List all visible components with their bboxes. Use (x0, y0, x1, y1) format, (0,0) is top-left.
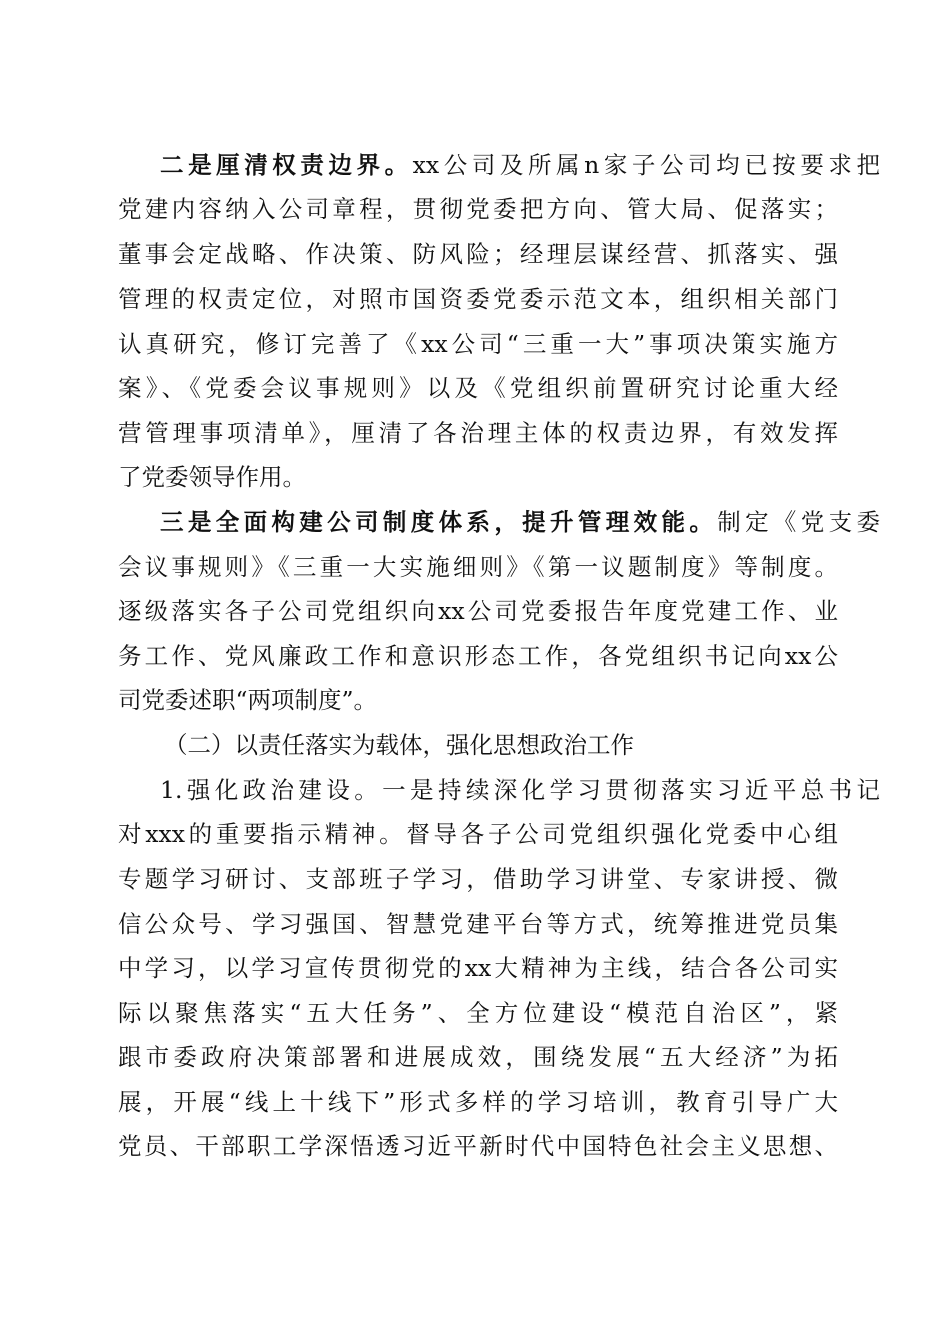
paragraph-line: 际以聚焦落实“五大任务”、全方位建设“模范自治区”，紧 (118, 999, 838, 1027)
paragraph-line: 了党委领导作用。 (118, 463, 306, 491)
paragraph-line: 管理的权责定位，对照市国资委党委示范文本，组织相关部门 (118, 285, 838, 313)
paragraph-lead: 二是厘清权责边界。 (160, 151, 413, 179)
paragraph-line (160, 500, 880, 544)
paragraph-line: 中学习，以学习宣传贯彻党的xx大精神为主线，结合各公司实 (118, 954, 838, 982)
paragraph-line: 逐级落实各子公司党组织向xx公司党委报告年度党建工作、业 (118, 597, 838, 625)
paragraph-line: 展，开展“线上十线下”形式多样的学习培训，教育引导广大 (118, 1088, 838, 1116)
paragraph-lead: 三是全面构建公司制度体系，提升管理效能。 (160, 508, 718, 536)
paragraph-line: 案》、《党委会议事规则》以及《党组织前置研究讨论重大经 (118, 374, 838, 402)
paragraph-line: 信公众号、学习强国、智慧党建平台等方式，统筹推进党员集 (118, 910, 838, 938)
paragraph-line: 党员、干部职工学深悟透习近平新时代中国特色社会主义思想、 (118, 1132, 838, 1160)
paragraph-line (160, 143, 880, 187)
paragraph-line: 专题学习研讨、支部班子学习，借助学习讲堂、专家讲授、微 (118, 865, 838, 893)
paragraph-line: 务工作、党风廉政工作和意识形态工作，各党组织书记向xx公 (118, 642, 838, 670)
paragraph-line: 跟市委政府决策部署和进展成效，围绕发展“五大经济”为拓 (118, 1043, 838, 1071)
paragraph-line: 营管理事项清单》，厘清了各治理主体的权责边界，有效发挥 (118, 419, 838, 447)
paragraph-line: 认真研究，修订完善了《xx公司“三重一大”事项决策实施方 (118, 330, 838, 358)
paragraph-line: 党建内容纳入公司章程，贯彻党委把方向、管大局、促落实； (118, 195, 838, 223)
section-heading: （二）以责任落实为载体，强化思想政治工作 (164, 731, 634, 759)
paragraph-line: 董事会定战略、作决策、防风险；经理层谋经营、抓落实、强 (118, 240, 838, 268)
paragraph-line: 对xxx的重要指示精神。督导各子公司党组织强化党委中心组 (118, 820, 838, 848)
paragraph-text: xx公司及所属n家子公司均已按要求把 (412, 151, 880, 179)
paragraph-text: 制定《党支委 (717, 508, 881, 536)
paragraph-line: 1.强化政治建设。一是持续深化学习贯彻落实习近平总书记 (160, 776, 880, 804)
paragraph-line: 会议事规则》《三重一大实施细则》《第一议题制度》等制度。 (118, 553, 838, 581)
paragraph-line: 司党委述职“两项制度”。 (118, 686, 378, 714)
